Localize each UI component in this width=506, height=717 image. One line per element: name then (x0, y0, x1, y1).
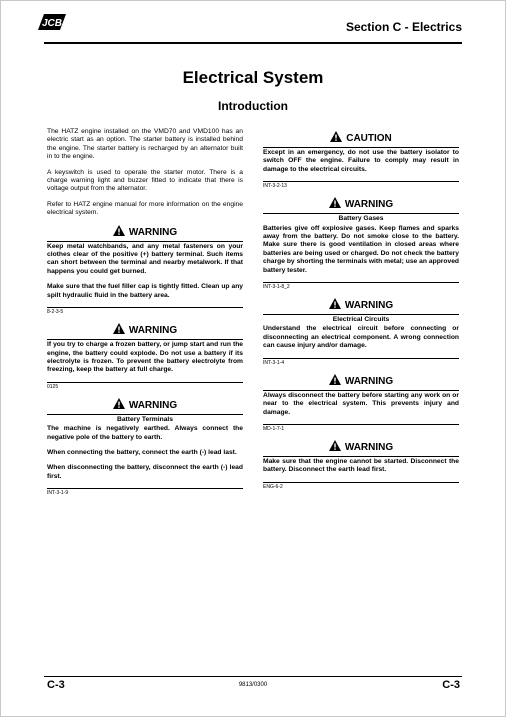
warning-heading: WARNING (47, 398, 243, 412)
reference-code: INT-3-2-13 (263, 183, 287, 190)
warning-triangle-icon (113, 398, 125, 409)
warning-rule (263, 282, 459, 283)
page-number-left: C-3 (47, 679, 65, 691)
warning-triangle-icon (113, 225, 125, 236)
warning-rule (263, 213, 459, 214)
warning-text: Make sure that the engine cannot be started. Disconnect the battery. Disconnect the earth lead first. (263, 457, 459, 474)
warning-rule (47, 339, 243, 340)
warning-rule (263, 314, 459, 315)
warning-rule (47, 307, 243, 308)
warning-subheading: Battery Terminals (117, 415, 173, 423)
warning-heading: WARNING (47, 225, 243, 239)
right-column (263, 128, 459, 498)
jcb-logo (36, 12, 68, 32)
warning-rule (263, 390, 459, 391)
intro-paragraph: A keyswitch is used to operate the starter motor. There is a charge warning light and buzzer fitted to indicate that there is voltage output from the alternator. (47, 168, 243, 193)
reference-code: INT-3-1-4 (263, 359, 285, 366)
warning-text: When disconnecting the battery, disconnect the earth (-) lead first. (47, 464, 243, 480)
warning-rule (263, 482, 459, 483)
caution-rule (263, 181, 459, 182)
reference-code: 8-2-3-5 (47, 309, 64, 316)
warning-text: Always disconnect the battery before starting any work on or near to the electrical system. This prevents injury and damage. (263, 391, 459, 416)
warning-heading: WARNING (47, 323, 243, 337)
page-number-right: C-3 (442, 679, 460, 691)
warning-text: When connecting the battery, connect the earth (-) lead last. (47, 448, 237, 456)
warning-subheading: Electrical Circuits (332, 316, 390, 324)
warning-heading: WARNING (263, 374, 459, 388)
caution-rule (263, 147, 459, 148)
warning-rule (47, 241, 243, 242)
warning-rule (263, 456, 459, 457)
reference-code: INT-3-1-8_2 (263, 284, 290, 291)
warning-heading: WARNING (263, 298, 459, 312)
header-rule (44, 42, 462, 44)
document-number: 9813/0300 (238, 682, 268, 688)
warning-heading: WARNING (263, 197, 459, 211)
warning-rule (47, 488, 243, 489)
intro-paragraph: Refer to HATZ engine manual for more information on the engine electrical system. (47, 200, 243, 217)
reference-code: MD-1-7-1 (263, 425, 285, 432)
warning-subheading: Battery Gases (338, 215, 384, 223)
warning-rule (263, 358, 459, 359)
warning-text: If you try to charge a frozen battery, or jump start and run the engine, the battery could explode. Do not use a battery if its electrolyte is frozen. To prevent the battery electrolyte from freezing, keep the battery at full charge. (47, 341, 243, 374)
intro-paragraph: The HATZ engine installed on the VMD70 and VMD100 has an electric start as an option. The starter battery is installed behind the engine. The starter battery is recharged by an alternator built in to the engine. (47, 128, 243, 161)
section-title: Section C - Electrics (345, 20, 462, 34)
svg-text:JCB: JCB (41, 18, 63, 29)
warning-triangle-icon (113, 323, 125, 334)
left-column (47, 128, 243, 504)
page-subtitle: Introduction (218, 99, 288, 113)
reference-code: 0125 (47, 383, 59, 390)
warning-text: Keep metal watchbands, and any metal fasteners on your clothes clear of the positive (+) battery terminal. Such items can short between the terminal and nearby metalwork. If that happens you could get burned. (47, 242, 243, 275)
reference-code: INT-3-1-9 (47, 490, 69, 497)
warning-rule (47, 382, 243, 383)
warning-triangle-icon (329, 197, 341, 208)
warning-heading: WARNING (263, 440, 459, 454)
caution-triangle-icon (330, 131, 342, 142)
reference-code: ENG-6-2 (263, 483, 283, 490)
warning-triangle-icon (329, 374, 341, 385)
warning-text: Understand the electrical circuit before connecting or disconnecting an electrical component. A wrong connection can cause injury and/or damage. (263, 325, 459, 350)
warning-text: Batteries give off explosive gases. Keep flames and sparks away from the battery. Do not smoke close to the battery. Make sure there is good ventilation in closed areas where batteries are being used or charged. Do not check the battery charge by shorting the terminals with metal; use an approved battery tester. (263, 224, 459, 274)
page-title: Electrical System (182, 68, 324, 87)
warning-text: The machine is negatively earthed. Always connect the negative pole of the battery to earth. (47, 425, 243, 441)
caution-heading: CAUTION (263, 131, 459, 145)
warning-triangle-icon (329, 298, 341, 309)
warning-text: Make sure that the fuel filler cap is tightly fitted. Clean up any spilt hydraulic fluid in the battery area. (47, 283, 243, 299)
caution-text: Except in an emergency, do not use the battery isolator to switch OFF the engine. Failure to comply may result in damage to the electrical circuits. (263, 149, 459, 173)
warning-rule (263, 424, 459, 425)
warning-triangle-icon (329, 440, 341, 451)
warning-rule (47, 414, 243, 415)
footer-rule (44, 676, 462, 677)
